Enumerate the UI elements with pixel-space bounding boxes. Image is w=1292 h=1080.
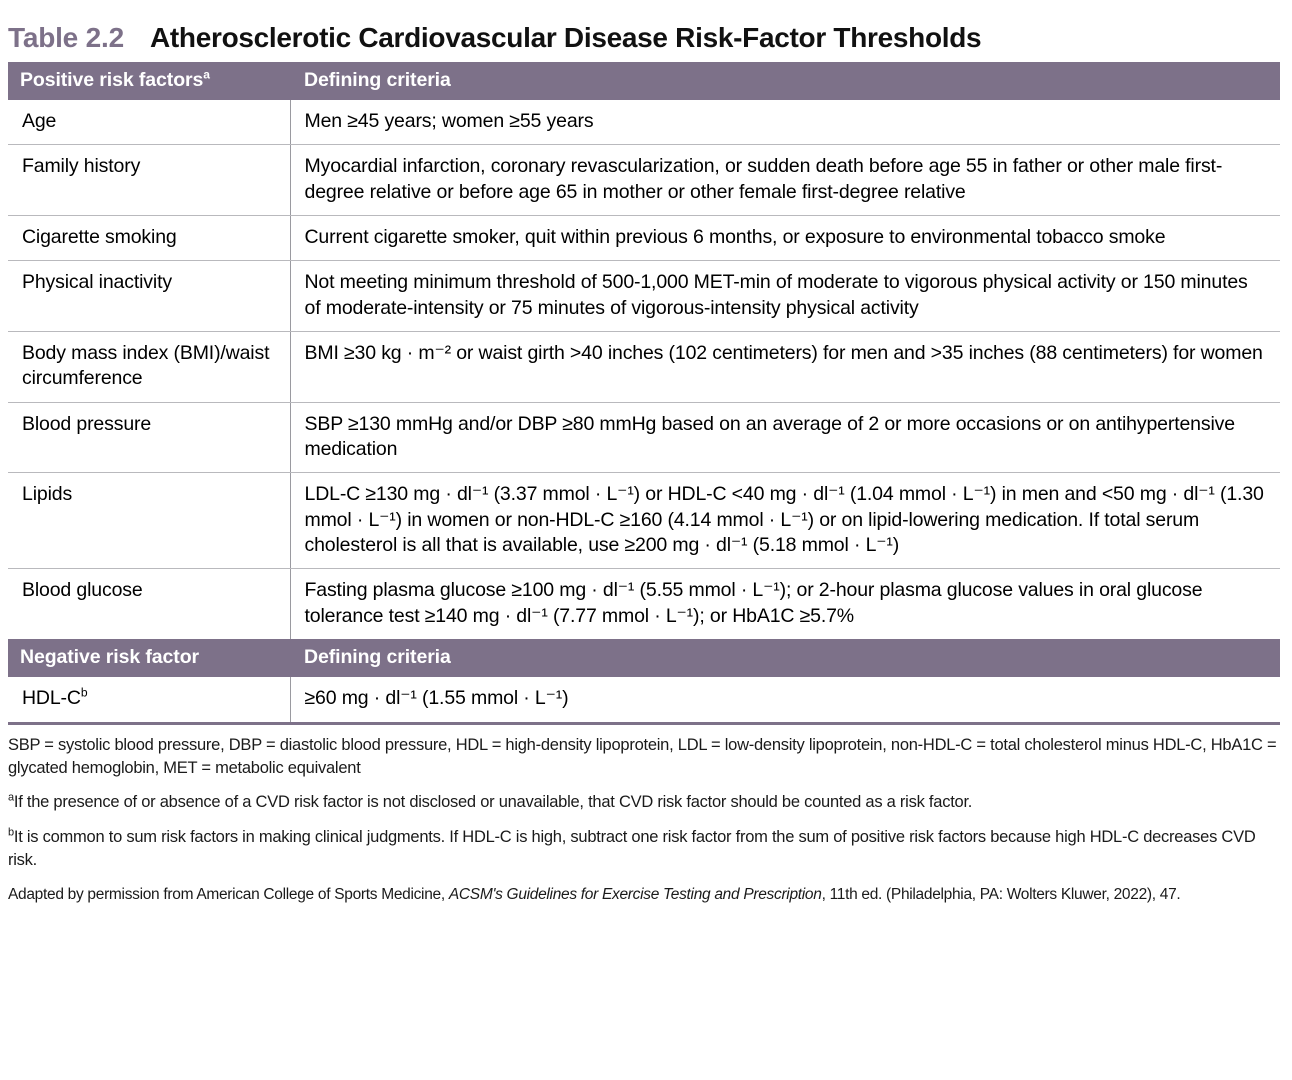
footnote-b <box>8 826 1280 873</box>
positive-header-col1-label: Positive risk factors <box>20 69 204 91</box>
table-row <box>8 569 1280 639</box>
risk-factor-name: Blood pressure <box>8 402 290 473</box>
abbreviations-note: SBP = systolic blood pressure, DBP = diastolic blood pressure, HDL = high-density lipoprotein, LDL = low-density lipoprotein, non-HDL-C = total cholesterol minus HDL-C, HbA1C = glycated hemoglobin, MET = metabolic equivalent <box>8 735 1277 777</box>
table-title <box>0 0 1292 62</box>
risk-factor-name: Physical inactivity <box>8 261 290 332</box>
table-row <box>8 216 1280 261</box>
risk-factor-criteria: Myocardial infarction, coronary revascularization, or sudden death before age 55 in father or other male first-degree relative or before age 65 in mother or other female first-degree relative <box>290 145 1280 216</box>
footnote-b-marker: b <box>8 826 14 839</box>
table-row <box>8 145 1280 216</box>
table-row <box>8 402 1280 473</box>
risk-factor-criteria: Men ≥45 years; women ≥55 years <box>290 100 1280 145</box>
risk-factor-name: Body mass index (BMI)/waist circumference <box>8 332 290 403</box>
table-number-label: Table 2.2 <box>8 22 124 53</box>
negative-header-col2: Defining criteria <box>290 639 1280 677</box>
risk-factor-criteria: ≥60 mg · dl⁻¹ (1.55 mmol · L⁻¹) <box>290 677 1280 723</box>
risk-factor-name: Blood glucose <box>8 569 290 639</box>
risk-factor-criteria: Not meeting minimum threshold of 500-1,000 MET-min of moderate to vigorous physical activity or 150 minutes of moderate-intensity or 75 minutes of vigorous-intensity physical activity <box>290 261 1280 332</box>
credit-part-1: Adapted by permission from American College of Sports Medicine, <box>8 885 449 903</box>
negative-header-row <box>8 639 1280 677</box>
table-footnotes <box>8 725 1280 906</box>
risk-factor-criteria: BMI ≥30 kg · m⁻² or waist girth >40 inches (102 centimeters) for men and >35 inches (88 centimeters) for women <box>290 332 1280 403</box>
table-row <box>8 677 1280 723</box>
footnote-a-marker: a <box>8 791 14 804</box>
credit-part-2: , 11th ed. (Philadelphia, PA: Wolters Kluwer, 2022), 47. <box>821 885 1181 903</box>
risk-factor-table <box>8 62 1280 725</box>
risk-factor-name: Age <box>8 100 290 145</box>
table-row <box>8 473 1280 569</box>
table-row <box>8 332 1280 403</box>
positive-header-col1 <box>8 62 290 100</box>
footnote-a <box>8 791 1280 814</box>
risk-factor-name: Family history <box>8 145 290 216</box>
risk-factor-criteria: SBP ≥130 mmHg and/or DBP ≥80 mmHg based on an average of 2 or more occasions or on antihypertensive medication <box>290 402 1280 473</box>
table-row <box>8 261 1280 332</box>
positive-header-row <box>8 62 1280 100</box>
risk-factor-name: Cigarette smoking <box>8 216 290 261</box>
negative-row-footnote-marker: b <box>80 685 88 700</box>
table-row <box>8 100 1280 145</box>
risk-factor-name-label: HDL-C <box>22 687 81 710</box>
positive-header-footnote-marker: a <box>203 67 210 82</box>
footnote-a-text: If the presence of or absence of a CVD risk factor is not disclosed or unavailable, that CVD risk factor should be counted as a risk factor. <box>13 793 973 812</box>
credit-title-italic: ACSM's Guidelines for Exercise Testing and Prescription <box>448 885 822 903</box>
risk-factor-criteria: Fasting plasma glucose ≥100 mg · dl⁻¹ (5.55 mmol · L⁻¹); or 2-hour plasma glucose values in oral glucose tolerance test ≥140 mg · dl⁻¹ (7.77 mmol · L⁻¹); or HbA1C ≥5.7% <box>304 579 1203 627</box>
source-credit <box>8 884 1280 906</box>
positive-header-col2: Defining criteria <box>290 62 1280 100</box>
risk-factor-name: Lipids <box>8 473 290 569</box>
risk-factor-criteria: Current cigarette smoker, quit within previous 6 months, or exposure to environmental tobacco smoke <box>290 216 1280 261</box>
risk-factor-name <box>8 677 290 723</box>
risk-factor-criteria: LDL-C ≥130 mg · dl⁻¹ (3.37 mmol · L⁻¹) or HDL-C <40 mg · dl⁻¹ (1.04 mmol · L⁻¹) in men and <50 mg · dl⁻¹ (1.30 mmol · L⁻¹) in women or non-HDL-C ≥160 (4.14 mmol · L⁻¹) or on lipid-lowering medication. If total serum cholesterol is all that is available, use ≥200 mg · dl⁻¹ (5.18 mmol · L⁻¹) <box>290 473 1280 569</box>
footnote-b-text: It is common to sum risk factors in making clinical judgments. If HDL-C is high, subtract one risk factor from the sum of positive risk factors because high HDL-C decreases CVD risk. <box>8 827 1256 870</box>
negative-header-col1: Negative risk factor <box>8 639 290 677</box>
table-title-text: Atherosclerotic Cardiovascular Disease Risk-Factor Thresholds <box>149 22 982 53</box>
